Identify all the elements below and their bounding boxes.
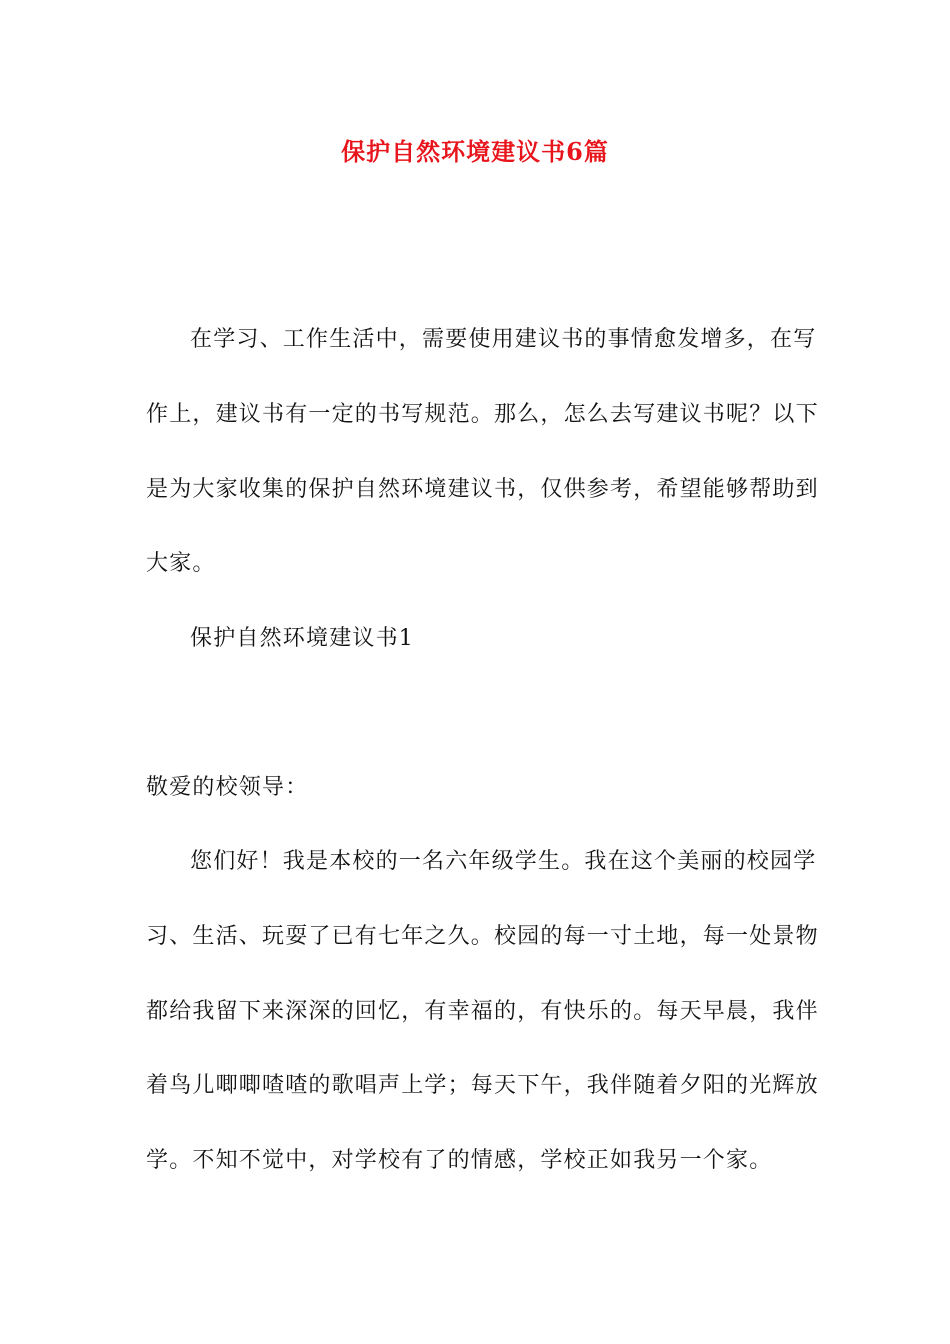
body-line-4: 着鸟儿唧唧喳喳的歌唱声上学；每天下午，我伴随着夕阳的光辉放 (146, 1073, 819, 1098)
intro-line-4: 大家。 (146, 551, 216, 576)
document-title: 保护自然环境建议书6篇 (341, 137, 609, 166)
section-heading: 保护自然环境建议书1 (190, 626, 414, 651)
intro-line-3: 是为大家收集的保护自然环境建议书，仅供参考，希望能够帮助到 (146, 477, 819, 502)
salutation: 敬爱的校领导： (146, 775, 309, 800)
body-line-3: 都给我留下来深深的回忆，有幸福的，有快乐的。每天早晨，我伴 (146, 999, 819, 1024)
intro-line-1: 在学习、工作生活中，需要使用建议书的事情愈发增多，在写 (190, 327, 817, 352)
body-line-1: 您们好！我是本校的一名六年级学生。我在这个美丽的校园学 (190, 849, 817, 874)
body-line-2: 习、生活、玩耍了已有七年之久。校园的每一寸土地，每一处景物 (146, 924, 819, 949)
body-line-5: 学。不知不觉中，对学校有了的情感，学校正如我另一个家。 (146, 1148, 773, 1173)
intro-line-2: 作上，建议书有一定的书写规范。那么，怎么去写建议书呢？以下 (146, 402, 819, 427)
